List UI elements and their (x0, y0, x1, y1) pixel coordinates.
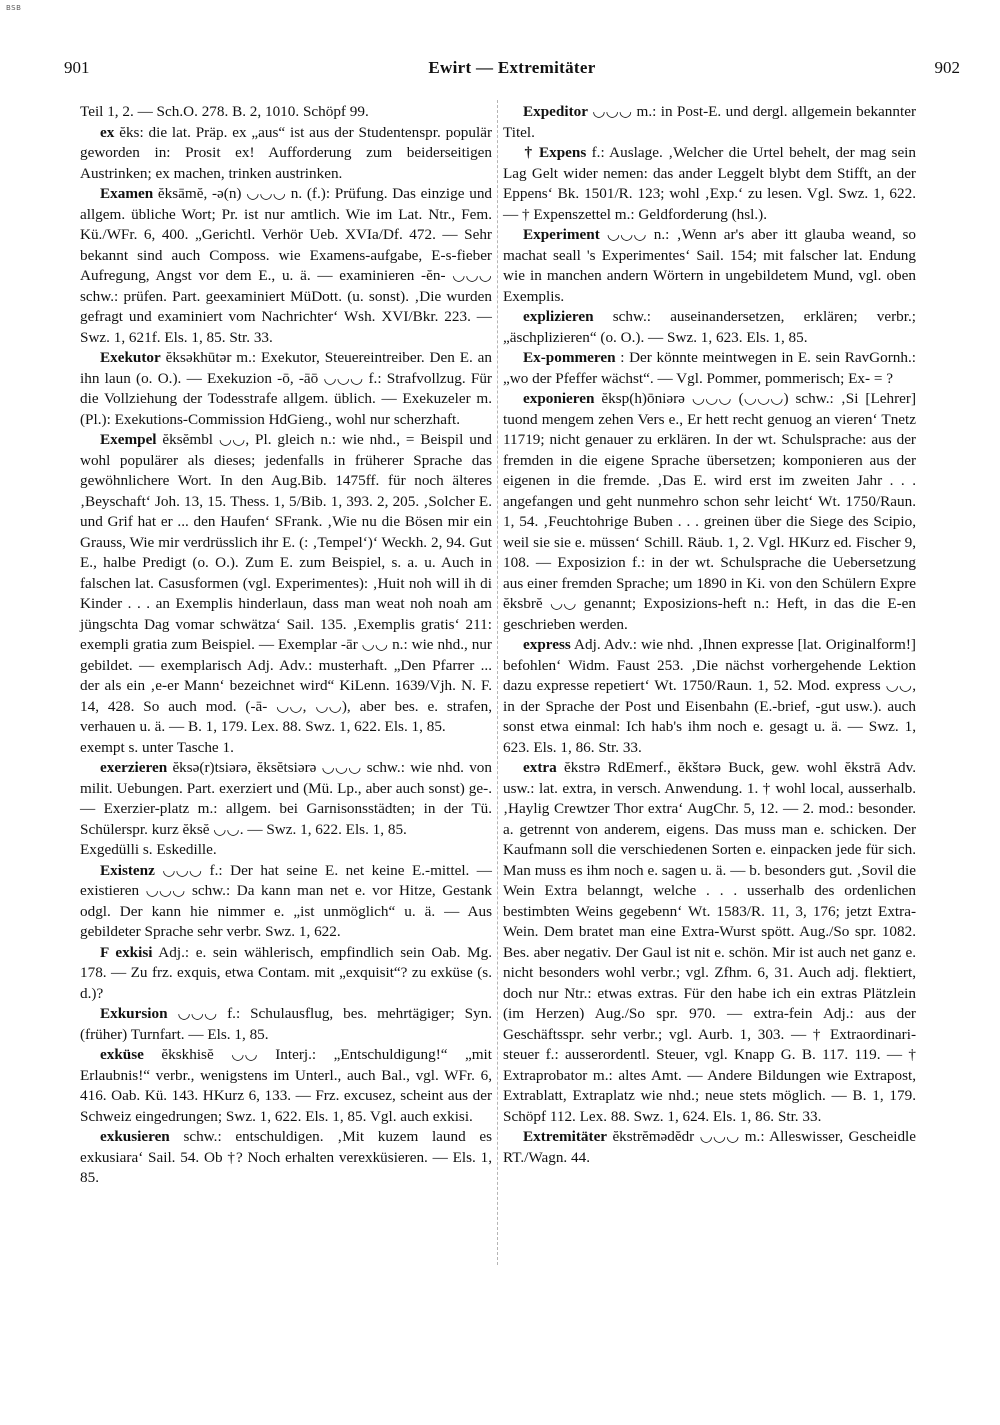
entry-text: schw.: entschuldigen. ‚Mit kuzem laund es exkusiara‘ Sail. 54. Ob †? Noch erhalten verexküsieren. — Els. 1, 85. (80, 1128, 493, 1186)
entry-text: ĕkstrə RdEmerf., ĕkštərə Buck, gew. wohl ĕkstrā Adv. usw.: lat. extra, in versch. Anwendung. 1. † wohl local, ausserhalb. ‚Haylig Crewtzer Thor extra‘ AugChr. 5, 12. — 2. mod.: besonder. a. getrennt von anderem, eigens. Das muss man e. schicken. Der Kaufmann soll die verschiedenen Sorten e. einpacken jede für sich. Man muss es ihm noch e. sagen u. ä. — b. besonders gut. ‚Sovil die Wein Extra belanngt, welche . . . usserhalb des ordenlichen bestimbten Weins gegebenn‘ Wt. 1583/R. 11, 3, 176; jetzt Extra-Wein. Dem bratet man eine Extra-Wurst spött. Aug./So spr. 1082. Bes. aber negativ. Der Gaul ist nit e. schön. Mir ist auch net ganz e. nicht besonders wohl verbr.; vgl. Zfhm. 6, 31. Auch adj. flektiert, doch nur Ntr.: etwas extras. Für den habe ich ein extras Plätzlein (im Herzen) Aug./So spr. 970. — extra-fein Adj.: aus der Geschäftsspr. sehr verbr.; vgl. Aurb. 1, 303. — † Extraordinari-steuer f.: ausserordentl. Steuer, vgl. Knapp G. B. 117. 119. — † Extraprobator m.: altes Amt. — Andere Bildungen wie Extrapost, Extrablatt, Extraplatz wie nhd.; neue stets möglich. — B. 1, 179. Schöpf 112. Lex. 88. Swz. 1, 624. Els. 1, 86. Str. 33. (503, 759, 916, 1125)
entry-text: ĕksĕmbl ◡◡, Pl. gleich n.: wie nhd., = Beispil und wohl populärer als dieses; jedenfalls in früherer Sprache das gewöhnlichere Wort. In den Aug.Bib. 1475ff. für noch älteres ‚Beyschaft‘ Joh. 13, 15. Thess. 1, 5/Bib. 1, 393. 2, 205. ‚Solcher E. und Grif hat er ... den Haufen‘ SFrank. ‚Wie nu die Bösen mir ein Grauss, Wie mir verdrüsslich ihr E. (: ‚Tempel‘)‘ Weckh. 2, 94. Gut E., halbe Predigt (o. O.). Zum E. zum Beispiel, s. a. u. Auch in falschen lat. Casusformen (vgl. Experimentes): ‚Huit noh will ih di Kinder . . . an Exemplis hinderlaun, dass man weat noh noah am jüngschta Dag vomar schwätza‘ Sail. 135. ‚Exemplis gratis‘ 211: exempli gratia zum Beispiel. — Exemplar -ār ◡◡ n.: wie nhd., nur gebildet. — exemplarisch Adj. Adv.: musterhaft. „Den Pfarrer ... der als ein ‚e-er Mann‘ bezeichnet wird“ KiLenn. 1639/Vjh. N. F. 14, 428. So auch mod. (-ā- ◡◡, ◡◡), aber bes. e. strafen, verhauen u. ä. — B. 1, 179. Lex. 88. Swz. 1, 622. Els. 1, 85. (80, 431, 493, 735)
dictionary-entry (503, 1127, 916, 1168)
dictionary-entry (503, 635, 916, 758)
dictionary-entry (80, 1045, 492, 1127)
entry-text: Adj.: e. sein wählerisch, empfindlich sein Oab. Mg. 178. — Zu frz. exquis, etwa Contam. mit „exquisit“? zu exküse (s. d.)? (80, 943, 492, 1002)
entry-headword: exkusieren (100, 1128, 170, 1145)
dictionary-entry (80, 943, 492, 1005)
entry-text: : Der könnte meintwegen in E. sein RavGornh.: „wo der Pfeffer wächst“. — Vgl. Pommer, pommerisch; Ex- = ? (503, 349, 917, 387)
entry-headword: ex (100, 123, 115, 141)
running-header (64, 58, 960, 86)
dictionary-entry (80, 1127, 492, 1189)
entry-text: ĕksəkhūtər m.: Exekutor, Steuereintreiber. Den E. an ihn laun (o. O.). — Exekuzion -ō, -āō ◡◡◡ f.: Strafvollzug. Für die Vollziehung der Todesstrafe allgem. üblich. — Exekuzeler m. (Pl.): Exekutions-Commission HdGieng., wohl nur scherzhaft. (80, 349, 492, 428)
entry-headword: Existenz (100, 861, 155, 879)
entry-text: ĕksp(h)ōniərə ◡◡◡ (◡◡◡) schw.: ‚Si [Lehrer] tuond mengem zehen Vers e., Er hett recht genuog an vieren‘ Tnetz 11719; nicht genauer zu erklären. In der wt. Schulsprache: aus der fremden in die eigene Sprache übersetzen; komponieren aus der eigenen in die fremde. ‚Das E. wird erst im zweiten Jahr . . . angefangen und geht nunmehro schon sehr leicht‘ Wt. 1750/Raun. 1, 54. ‚Feuchtohrige Buben . . . greinen über die Siege des Scipio, weil sie sie e. müssen‘ Schill. Räub. 1, 2. Vgl. HKurz ed. Fischer 9, 108. — Exposizion f.: in der wt. Schulsprache die Uebersetzung aus einer fremden Sprache; um 1890 in Ki. von den Schülern Expre ĕksbrĕ ◡◡ genannt; Exposizions-heft n.: Heft, in das die E-en geschrieben werden. (503, 390, 917, 633)
entry-text: ĕks: die lat. Präp. ex „aus“ ist aus der Studentenspr. populär geworden in: Prosit ex! Aufforderung zum beiderseitigen Austrinken; ex machen, trinken austrinken. (80, 123, 493, 182)
entry-text: Adj. Adv.: wie nhd. ‚Ihnen expresse [lat. Originalform!] befohlen‘ Widm. Faust 253. ‚Die nächst vorhergehende Lektion dazu expresse repetiert‘ Wt. 1750/Raun. 1, 52. Mod. express ◡◡, in der Sprache der Post und Eisenbahn (E.-brief, -gut usw.). auch sonst etwa einmal: Ich hab's ihm noch e. gesagt u. ä. — Swz. 1, 623. Els. 1, 86. Str. 33. (503, 636, 916, 756)
entry-text: ĕkskhisĕ ◡◡ Interj.: „Entschuldigung!“ „mit Erlaubnis!“ verbr., wenigstens im Unterl., auch Bal., vgl. WFr. 6, 416. Oab. Kü. 143. HKurz 6, 133. — Frz. excusez, scheint aus der Schweiz eingedrungen; Swz. 1, 622. Els. 1, 85. Vgl. auch exkisi. (80, 1046, 493, 1125)
dictionary-entry (80, 738, 492, 759)
entry-headword: Expeditor (523, 103, 588, 120)
dictionary-entry (80, 840, 492, 861)
page-title: Ewirt — Extremitäter (428, 58, 596, 77)
entry-headword: Exempel (100, 431, 157, 448)
entry-headword: Examen (100, 185, 154, 202)
entry-text: exempt s. unter Tasche 1. (80, 738, 234, 756)
library-stamp: BSB (6, 4, 22, 12)
entry-text: ◡◡◡ f.: Schulausflug, bes. mehrtägiger; Syn. (früher) Turnfart. — Els. 1, 85. (80, 1005, 493, 1043)
dictionary-entry (503, 307, 916, 348)
dictionary-entry (80, 348, 492, 430)
entry-headword: extra (523, 759, 557, 776)
dictionary-entry (503, 225, 916, 307)
entry-text: ◡◡◡ f.: Der hat seine E. net keine E.-mittel. — existieren ◡◡◡ schw.: Da kann man net e. vor Hitze, Gestank odgl. Der kann hie nimmer e. „ist unmöglich“ u. ä. — Aus gebildeter Sprache sehr verbr. Swz. 1, 622. (80, 861, 492, 940)
dictionary-entry (503, 758, 916, 1127)
entry-headword: Experiment (523, 226, 600, 243)
left-page-number: 901 (64, 58, 90, 77)
entry-text: f.: Auslage. ‚Welcher die Urtel behelt, der mag sein Lag Gelt wider nemen: das ander Leggelt blybt dem Stifft, an der Eppens‘ Bk. 1501/R. 123; wohl ‚Exp.‘ zu lesen. Vgl. Swz. 1, 622. — † Expenszettel m.: Geldforderung (hsl.). (503, 144, 916, 223)
dictionary-entry (80, 1004, 492, 1045)
entry-headword: † Expens (523, 144, 587, 161)
entry-headword: exerzieren (100, 759, 168, 776)
dictionary-entry (80, 102, 492, 123)
entry-text: ĕksə(r)tsiərə, ĕksĕtsiərə ◡◡◡ schw.: wie nhd. von milit. Uebungen. Part. exerziert und (Mü. Lp., aber auch sonst) ge-. — Exerzier-platz m.: allgem. bei Garnisonsstädten; in der Tü. Schülerspr. kurz ĕksĕ ◡◡. — Swz. 1, 622. Els. 1, 85. (80, 759, 492, 838)
entry-headword: exküse (100, 1046, 144, 1063)
dictionary-entry (80, 861, 492, 943)
entry-headword: Exekutor (100, 349, 161, 366)
dictionary-entry (503, 102, 916, 143)
entry-text: ĕkstrĕmədĕdr ◡◡◡ m.: Alleswisser, Gescheidle RT./Wagn. 44. (503, 1128, 916, 1166)
column-divider (497, 100, 498, 1265)
entry-headword: exponieren (523, 390, 595, 407)
dictionary-entry (80, 758, 492, 840)
entry-text: ĕksāmĕ, -ə(n) ◡◡◡ n. (f.): Prüfung. Das einzige und allgem. übliche Wort; Pr. ist nur amtlich. Wie im Lat. Ntr., Fem. Kü./WFr. 6, 400. „Gerichtl. Verhör Ueb. XVIa/Df. 472. — Sehr bekannt sind auch Composs. wie Examens-aufgabe, E-s-fieber Aufregung, Angst vor dem E., u. ä. — examinieren -ĕn- ◡◡◡ schw.: prüfen. Part. geexaminiert MüDott. (u. sonst). ‚Die wurden gefragt und examiniert vom Nachrichter‘ Wsh. XVI/Bkr. 223. — Swz. 1, 621f. Els. 1, 85. Str. 33. (80, 185, 493, 346)
entry-headword: express (523, 636, 571, 653)
entry-text: Teil 1, 2. — Sch.O. 278. B. 2, 1010. Schöpf 99. (80, 103, 369, 120)
entry-text: ◡◡◡ m.: in Post-E. und dergl. allgemein bekannter Titel. (503, 103, 917, 141)
dictionary-entry (80, 430, 492, 738)
entry-text: Exgedülli s. Eskedille. (80, 841, 217, 858)
entry-headword: explizieren (523, 308, 594, 325)
dictionary-entry (80, 123, 492, 185)
entry-headword: Exkursion (100, 1005, 168, 1022)
right-page-number: 902 (934, 58, 960, 77)
dictionary-entry (80, 184, 492, 348)
dictionary-entry (503, 143, 916, 225)
entry-text: ◡◡◡ n.: ‚Wenn ar's aber itt glauba weand, so machat seall 's Experimentes‘ Sail. 154; mit falscher lat. Endung wie in manchen andern Wörtern in ungebildetem Mund, vgl. oben Exemplis. (503, 226, 916, 305)
right-column (503, 102, 916, 1168)
left-column (80, 102, 492, 1189)
dictionary-entry (503, 348, 916, 389)
entry-headword: Extremitäter (523, 1128, 608, 1145)
entry-text: schw.: auseinandersetzen, erklären; verbr.; „äschplizieren“ (o. O.). — Swz. 1, 623. Els. 1, 85. (503, 308, 917, 346)
entry-headword: Ex-pommeren (523, 349, 616, 366)
dictionary-entry (503, 389, 916, 635)
entry-headword: F exkisi (100, 943, 153, 961)
